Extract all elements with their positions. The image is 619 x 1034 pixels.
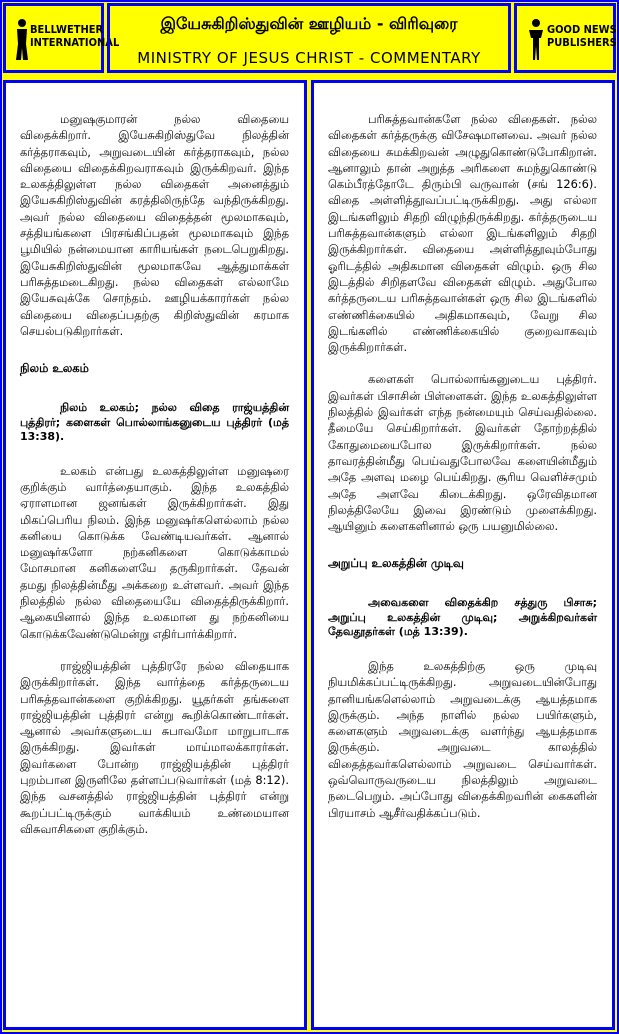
right-paragraph-2: களைகள் பொல்லாங்கனுடைய புத்திரர். இவர்கள் பிசாசின் பிள்ளைகள். இந்த உலகத்திலுள்ள நிலத்தில் இவர்கள் எந்த நன்மையும் செய்வதில்லை. தீமையே செய்கிறார்கள். இவர்கள் தோற்றத்தில் கோதுமையைபோல இருக்கிறார்கள். நல்ல தாவரத்தின்மீது பெய்வதுபோலவே களையின்மீதும் அதே அளவு மழை பெய்கிறது. சூரிய வெளிச்சமும் அதே அளவே கிடைக்கிறது. ஒரேவிதமான நிலத்திலேயே இவை இரண்டும் முளைக்கிறது. ஆயினும் களைகளினால் ஒரு பயனுமில்லை.: [328, 372, 597, 534]
left-paragraph-1: மனுஷகுமாரன் நல்ல விதையை விதைக்கிறார். இயேசுகிறிஸ்துவே நிலத்தின் கர்த்தராகவும், அறுவடையின் கர்த்தராகவும், நல்ல விதையை விதைக்கிறவராகவும் இருக்கிறவர். இந்த உலகத்திலுள்ள நல்ல விதைகள் அனைத்தும் இயேசுகிறிஸ்துவின் கரத்திலிருந்தே வந்திருக்கிறது. அவர் நல்ல விதையை விதைத்தன் மூலமாகவும், சத்தியங்களை பிரசங்கிப்பதன் மூலமாகவும் இந்த பூமியில் நன்மையான காரியங்கள் நடைபெறுகிறது. இயேசுகிறிஸ்துவின் மூலமாகவே ஆத்துமாக்கள் பரிசுத்தமடைகிறது. நல்ல விதைகள் எல்லாமே இயேசுவுக்கே சொந்தம். ஊழியக்காரர்கள் நல்ல விதையை விதைப்பதற்கு கிறிஸ்துவின் கரமாக செயல்படுகிறார்கள்.: [20, 112, 289, 338]
bellwether-logo: [3, 3, 120, 73]
right-column: [311, 80, 615, 1030]
right-paragraph-3: இந்த உலகத்திற்கு ஒரு முடிவு நியமிக்கப்பட்டிருக்கிறது. அறுவடையின்போது தானியங்களெல்லாம் அறுவடைக்கு ஆயத்தமாக இருக்கும். அந்த நாளில் நல்ல பயிர்களும், களைகளும் அறுவடைக்கு வளர்ந்து ஆயத்தமாக இருக்கும். அறுவடை காலத்தில் விதைத்தவர்களெல்லாம் அறுவடை செய்வார்கள். ஒவ்வொருவருடைய நிலத்திலும் அறுவடை நடைபெறும். அப்போது விதைக்கிறவரின் கைகளின் பிரயாசம் ஆசீர்வதிக்கப்படும்.: [328, 658, 597, 820]
header: [3, 3, 616, 73]
good-news-line2: PUBLISHERS: [547, 36, 617, 49]
verse-matthew-13-38: நிலம் உலகம்; நல்ல விதை ராஜ்யத்தின் புத்திரர்; களைகள் பொல்லாங்கனுடைய புத்திரர் (மத் 13:38).: [20, 401, 289, 444]
bellwether-line1: BELLWETHER: [30, 23, 104, 36]
left-paragraph-3: ராஜ்ஜியத்தின் புத்திரரே நல்ல விதையாக இருக்கிறார்கள். இந்த வார்த்தை கர்த்தருடைய பரிசுத்தவான்களை குறிக்கிறது. யூதர்கள் தங்களை ராஜ்ஜியத்தின் புத்திரர் என்று கூறிக்கொண்டார்கள். ஆனால் அவர்களுடைய சுபாவமோ மாறுபாடாக இருக்கிறது. இவர்கள் மாய்மாலக்காரர்கள். இவர்களை போன்ற ராஜ்ஜியத்தின் புத்திரர் புறம்பான இருளிலே தள்ளப்படுவார்கள் (மத் 8:12). இந்த வசனத்தில் ராஜ்ஜியத்தின் புத்திரர் என்று கூறப்பட்டிருக்கும் வாக்கியம் உண்மையான விசுவாசிகளை குறிக்கும்.: [20, 658, 289, 836]
section-heading-land-world: நிலம் உலகம்: [20, 361, 89, 376]
figure-icon: [14, 18, 30, 62]
section-heading-harvest-end: அறுப்பு உலகத்தின் முடிவு: [328, 556, 464, 571]
right-paragraph-1: பரிசுத்தவான்களே நல்ல விதைகள். நல்ல விதைகள் கர்த்தருக்கு விசேஷமானவை. அவர் நல்ல விதையை சுமக்கிறவன் அழுதுகொண்டுபோகிறான். ஆனாலும் தான் அறுத்த அரிகளை சுமந்துகொண்டு கெம்பீரத்தோடே திரும்பி வருவான் (சங் 126:6). விதை அள்ளித்தூவப்பட்டிருக்கிறது. அது எல்லா இடங்களிலும் சிதறி விழுந்திருக்கிறது. கர்த்தருடைய பரிசுத்தவான்களும் எல்லா இடங்களிலும் சிதறி இருக்கிறார்கள். விதையை அள்ளித்தூவும்போது ஓரிடத்தில் அதிகமான விதைகள் விழும். ஒரு சில இடத்தில் சிறிதளவே விதைகள் விழும். அதுபோல கர்த்தருடைய பரிசுத்தவான்கள் ஒரு சில இடங்களில் எண்ணிக்கையில் அதிகமாகவும், வேறு சில இடங்களில் எண்ணிக்கையில் குறைவாகவும் இருக்கிறார்கள்.: [328, 112, 597, 355]
good-news-line1: GOOD NEWS: [547, 23, 617, 36]
title-box: [107, 3, 511, 73]
title-tamil: இயேசுகிறிஸ்துவின் ஊழியம் - விரிவுரை: [160, 14, 458, 33]
good-news-logo: [514, 3, 616, 73]
left-column: [3, 80, 307, 1030]
figure-icon: [527, 18, 545, 62]
verse-matthew-13-39: அவைகளை விதைக்கிற சத்துரு பிசாசு; அறுப்பு உலகத்தின் முடிவு; அறுக்கிறவர்கள் தேவதூதர்கள் (மத் 13:39).: [328, 596, 597, 639]
bellwether-line2: INTERNATIONAL: [30, 36, 120, 49]
title-english: MINISTRY OF JESUS CHRIST - COMMENTARY: [137, 49, 481, 67]
left-paragraph-2: உலகம் என்பது உலகத்திலுள்ள மனுஷரை குறிக்கும் வார்த்தையாகும். இந்த உலகத்தில் ஏராளமான ஜனங்கள் இருக்கிறார்கள். இது மிகப்பெரிய நிலம். இந்த மனுஷர்களெல்லாம் நல்ல கனியை கொடுக்க வேண்டியவர்கள். ஆனால் மனுஷர்களோ நற்கனிகளை கொடுக்காமல் மோசமான கனிகளையே தருகிறார்கள். தேவன் தமது நிலத்தின்மீது அக்கறை உள்ளவர். அவர் இந்த நிலத்தில் நல்ல விதையையே விதைத்திருக்கிறார். ஆகையினால் இந்த உலகமான து நற்கனியை கொடுக்கவேண்டுமென்று எதிர்பார்க்கிறார்.: [20, 463, 289, 641]
